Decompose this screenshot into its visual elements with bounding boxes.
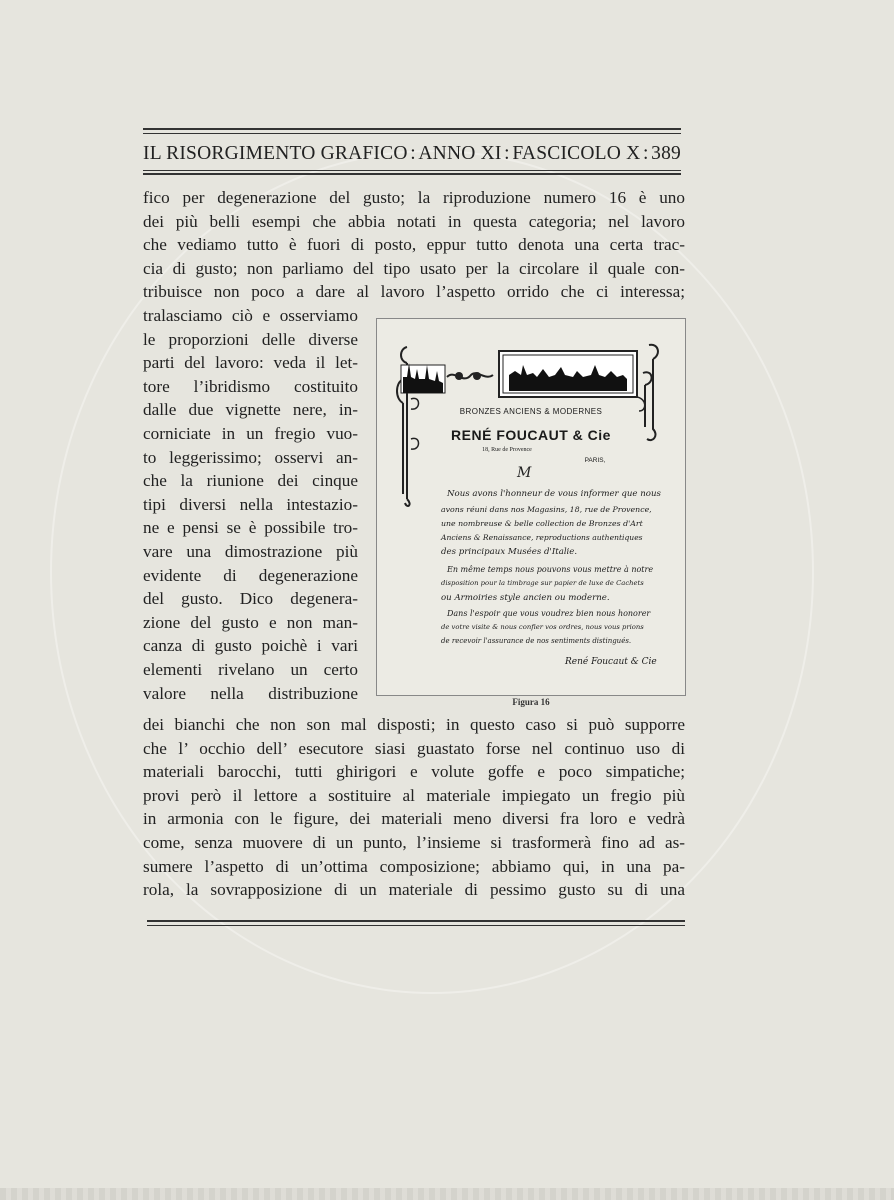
letter-line: des principaux Musées d'Italie. [441, 547, 578, 557]
figure-16 [376, 318, 686, 696]
running-head [143, 141, 681, 167]
letter-line: Nous avons l'honneur de vous informer que nous [447, 489, 661, 499]
letter-line: avons réuni dans nos Magasins, 18, rue de Provence, [441, 505, 652, 514]
year-label: ANNO XI [418, 143, 502, 164]
text-line: tribuisce non poco a dare al lavoro l’aspetto orrido che ci interessa; [143, 282, 685, 302]
text-line: del gusto. Dico degenera- [143, 589, 358, 609]
letter-line: disposition pour la timbrage sur papier de luxe de Cachets [441, 579, 644, 587]
letter-line: Dans l'espoir que vous voudrez bien nous honorer [447, 609, 651, 618]
text-line: materiali barocchi, tutti ghirigori e volute goffe e poco simpatiche; [143, 762, 685, 782]
text-line: che vediamo tutto è fuori di posto, eppur tutto denota una certa trac- [143, 235, 685, 255]
text-line: in armonia con le figure, dei materiali meno diversi fra loro e vedrà [143, 809, 685, 829]
text-line: cia di gusto; non parliamo del tipo usato per la circolare il quale con- [143, 258, 685, 278]
text-line: to leggerissimo; osservi an- [143, 447, 358, 467]
text-line: valore nella distribuzione [143, 683, 358, 703]
text-line: rola, la sovrapposizione di un materiale di pessimo gusto su di una [143, 880, 685, 900]
text-line: tipi diversi nella intestazio- [143, 494, 358, 514]
footer-rule-bottom [147, 925, 685, 926]
paragraph-bottom [143, 713, 685, 902]
text-line: fico per degenerazione del gusto; la riproduzione numero 16 è uno [143, 188, 685, 207]
text-line: tore l’ibridismo costituito [143, 376, 358, 396]
text-line: che l’ occhio dell’ esecutore siasi guastato forse nel continuo uso di [143, 738, 685, 758]
greeting-mark: M [517, 465, 532, 481]
text-line: come, senza muovere di un punto, l’insieme si trasformerà fino ad as- [143, 832, 685, 852]
figure-caption: Figura 16 [512, 697, 550, 707]
letter-signature: René Foucaut & Cie [565, 657, 657, 667]
letter-line: une nombreuse & belle collection de Bronzes d'Art [441, 519, 643, 528]
letterhead-line1: BRONZES ANCIENS & MODERNES [459, 407, 603, 416]
page-number: 389 [651, 143, 681, 164]
text-line: che la riunione dei cinque [143, 471, 358, 491]
letterhead-address: 18, Rue de Provence [482, 447, 532, 453]
text-line: elementi rivelano un certo [143, 659, 358, 679]
letter-line: Anciens & Renaissance, reproductions authentiques [441, 533, 643, 542]
text-line: dei più belli esempi che abbia notati in questa categoria; nel lavoro [143, 211, 685, 231]
paragraph-column [143, 304, 358, 705]
header-rule-bottom-thick [143, 173, 681, 175]
text-line: dei bianchi che non son mal disposti; in questo caso si può supporre [143, 715, 685, 734]
letter-line: de votre visite & nous confier vos ordres, nous vous prions [441, 623, 644, 631]
letter-line: ou Armoiries style ancien ou moderne. [441, 593, 610, 603]
header-separator: : [642, 143, 649, 164]
header-separator: : [410, 143, 416, 164]
text-line: ne e pensi se è possibile tro- [143, 518, 358, 538]
text-line: canza di gusto poichè i vari [143, 636, 358, 656]
publication-title: IL RISORGIMENTO GRAFICO [143, 143, 408, 164]
paragraph-top [143, 186, 685, 304]
footer-rule-top [147, 920, 685, 922]
text-line: zione del gusto e non man- [143, 612, 358, 632]
header-separator: : [504, 143, 510, 164]
issue-label: FASCICOLO X [512, 143, 641, 164]
header-rule-top-thick [143, 128, 681, 130]
letterhead-firm: RENÉ FOUCAUT & Cie [451, 427, 611, 443]
text-line: sumere l’aspetto di un’ottima composizione; abbiamo qui, in una pa- [143, 856, 685, 876]
letterhead-city: PARIS, [584, 457, 606, 464]
letter-line: En même temps nous pouvons vous mettre à notre [447, 565, 654, 574]
page-bottom-edge [0, 1188, 894, 1200]
text-line: corniciate in un fregio vuo- [143, 423, 358, 443]
letter-line: de recevoir l'assurance de nos sentiments distingués. [441, 637, 632, 645]
text-line: tralasciamo ciò e osserviamo [143, 306, 358, 325]
text-line: vare una dimostrazione più [143, 541, 358, 561]
text-line: provi però il lettore a sostituire al materiale impiegato un fregio più [143, 785, 685, 805]
text-line: parti del lavoro: veda il let- [143, 353, 358, 373]
text-line: le proporzioni delle diverse [143, 329, 358, 349]
text-line: dalle due vignette nere, in- [143, 400, 358, 420]
header-rule-bottom-thin [143, 170, 681, 171]
text-line: evidente di degenerazione [143, 565, 358, 585]
header-rule-top-thin [143, 133, 681, 134]
